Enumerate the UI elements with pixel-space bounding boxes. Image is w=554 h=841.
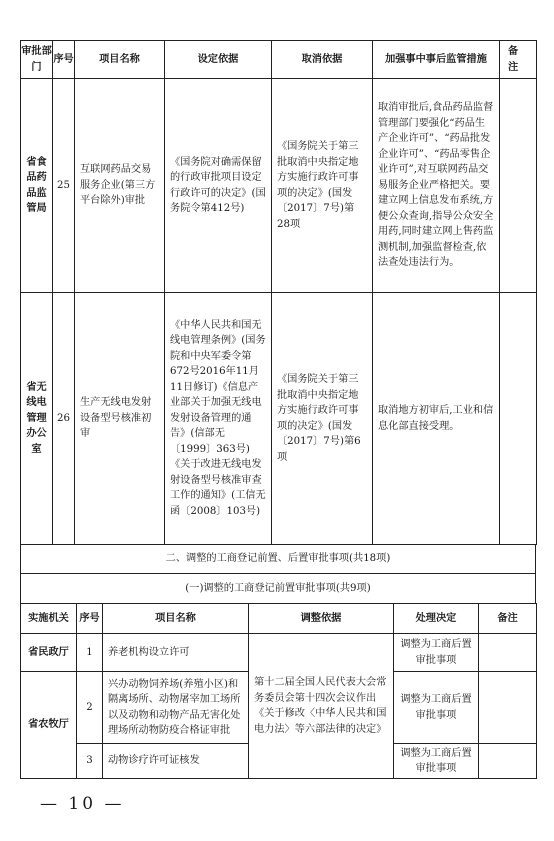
row-org: 省农牧厅 (21, 672, 77, 779)
header-dept: 审批部门 (21, 41, 53, 79)
row-org: 省民政厅 (21, 634, 77, 672)
row-seq: 26 (53, 293, 75, 545)
row-cancel: 《国务院关于第三批取消中央指定地方实施行政许可事项的决定》(国发〔2017〕7号)第6项 (272, 293, 373, 545)
row-dept: 省无线电管理办公室 (21, 293, 53, 545)
row-seq: 1 (77, 634, 103, 672)
row-cancel: 《国务院关于第三批取消中央指定地方实施行政许可事项的决定》(国发〔2017〕7号)第28项 (272, 79, 373, 293)
row-name: 生产无线电发射设备型号核准初审 (75, 293, 165, 545)
subsection-title: (一)调整的工商登记前置审批事项(共9项) (21, 574, 536, 604)
row-remark (479, 634, 537, 672)
row-name: 兴办动物饲养场(养殖小区)和隔离场所、动物屠宰加工场所以及动物和动物产品无害化处理场所动物防疫合格证审批 (103, 672, 249, 744)
row-seq: 25 (53, 79, 75, 293)
header-remark: 备注 (479, 604, 537, 634)
row-name: 互联网药品交易服务企业(第三方平台除外)审批 (75, 79, 165, 293)
row-measures: 取消地方初审后,工业和信息化部直接受理。 (373, 293, 500, 545)
footer-dash-right: — (104, 794, 125, 814)
page-footer (40, 794, 124, 814)
header-seq: 序号 (53, 41, 75, 79)
header-decision: 处理决定 (394, 604, 479, 634)
row-basis: 《国务院对确需保留的行政审批项目设定行政许可的决定》(国务院令第412号) (165, 79, 272, 293)
row-remark (500, 79, 537, 293)
header-cancel: 取消依据 (272, 41, 373, 79)
table-row (21, 634, 537, 672)
row-name: 动物诊疗许可证核发 (103, 744, 249, 779)
header-basis: 调整依据 (249, 604, 394, 634)
row-remark (500, 293, 537, 545)
table-header-row (21, 604, 537, 634)
row-remark (479, 744, 537, 779)
section-title-table (20, 544, 536, 604)
header-org: 实施机关 (21, 604, 77, 634)
row-decision: 调整为工商后置审批事项 (394, 634, 479, 672)
row-seq: 3 (77, 744, 103, 779)
header-name: 项目名称 (75, 41, 165, 79)
footer-dash-left: — (40, 794, 60, 814)
adjusted-items-table (20, 603, 537, 779)
table-row (21, 293, 537, 545)
header-measures: 加强事中事后监管措施 (373, 41, 500, 79)
row-decision: 调整为工商后置审批事项 (394, 672, 479, 744)
row-basis: 《中华人民共和国无线电管理条例》(国务院和中央军委令第672号2016年11月11日修订)《信息产业部关于加强无线电发射设备管理的通告》(信部无〔1999〕363号)《关于改进无线电发射设备型号核准审查工作的通知》(工信无函〔2008〕103号) (165, 293, 272, 545)
header-name: 项目名称 (103, 604, 249, 634)
header-remark: 备 注 (500, 41, 537, 79)
section-title: 二、调整的工商登记前置、后置审批事项(共18项) (21, 545, 536, 574)
row-dept: 省食品药品监管局 (21, 79, 53, 293)
header-basis: 设定依据 (165, 41, 272, 79)
row-measures: 取消审批后,食品药品监督管理部门要强化“药品生产企业许可”、“药品批发企业许可”、“药品零售企业许可”,对互联网药品交易服务企业严格把关。要建立网上信息发布系统,方便公众查询,指导公众安全用药,同时建立网上售药监测机制,加强监督检查,依法查处违法行为。 (373, 79, 500, 293)
table-row (21, 79, 537, 293)
table-header-row (21, 41, 537, 79)
page-number: 10 (68, 794, 97, 814)
row-name: 养老机构设立许可 (103, 634, 249, 672)
header-seq: 序号 (77, 604, 103, 634)
row-seq: 2 (77, 672, 103, 744)
row-basis: 第十二届全国人民代表大会常务委员会第十四次会议作出《关于修改〈中华人民共和国电力法〉等六部法律的决定》 (249, 634, 394, 779)
cancelled-items-table (20, 40, 537, 545)
row-decision: 调整为工商后置审批事项 (394, 744, 479, 779)
row-remark (479, 672, 537, 744)
